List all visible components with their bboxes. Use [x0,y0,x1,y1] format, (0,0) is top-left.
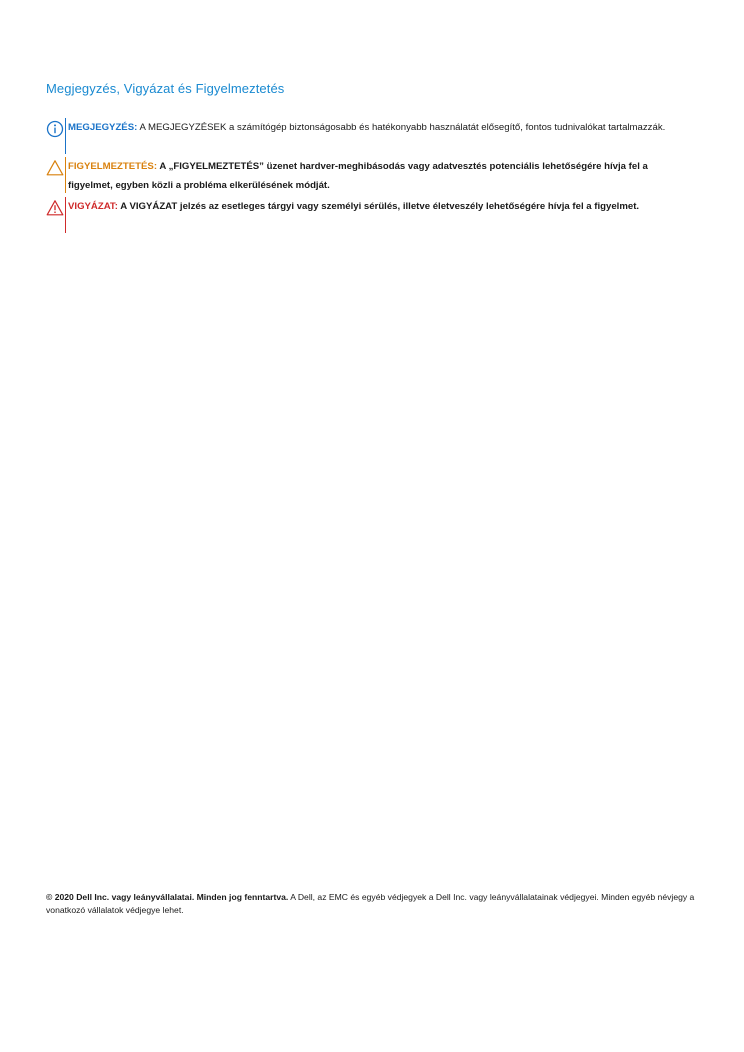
warning-text [68,197,688,216]
page-title: Megjegyzés, Vigyázat és Figyelmeztetés [46,81,285,96]
caution-triangle-icon [46,159,64,177]
warning-label: VIGYÁZAT: [68,201,118,212]
info-icon [46,120,64,138]
warning-body: A VIGYÁZAT jelzés az esetleges tárgyi vagy személyi sérülés, illetve életveszély lehetőségére hívja fel a figyelmet. [120,201,640,212]
caution-label: FIGYELMEZTETÉS: [68,161,158,172]
trademark-statement: A Dell, az EMC és egyéb védjegyek a Dell Inc. vagy leányvállalatainak védjegyei. Minden egyéb névjegy a vonatkozó vállalatok védjegye lehet. [46,892,695,915]
caution-text [68,157,688,195]
caution-bar [65,157,66,193]
caution-body: A „FIGYELMEZTETÉS” üzenet hardver-meghibásodás vagy adatvesztés potenciális lehetőségére hívja fel a figyelmet, egyben közli a probléma elkerülésének módját. [68,161,648,191]
warning-bar [65,197,66,233]
note-body: A MEGJEGYZÉSEK a számítógép biztonságosabb és hatékonyabb használatát elősegítő, fontos tudnivalókat tartalmazzák. [139,122,666,133]
copyright-statement: © 2020 Dell Inc. vagy leányvállalatai. Minden jog fenntartva. [46,892,289,902]
note-bar [65,118,66,154]
note-label: MEGJEGYZÉS: [68,122,138,133]
warning-triangle-icon [46,199,64,217]
note-text [68,118,688,137]
copyright-footer [46,891,696,917]
